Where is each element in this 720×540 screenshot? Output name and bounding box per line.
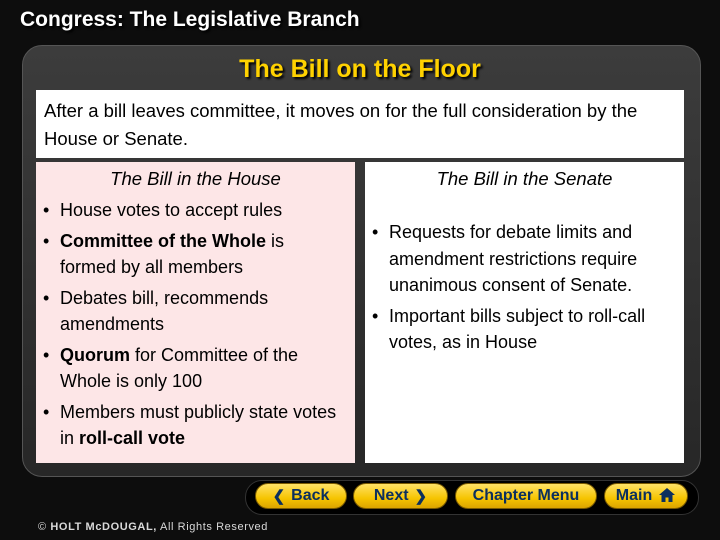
next-button-label: Next	[373, 487, 409, 504]
slide-title: The Bill on the Floor	[239, 55, 481, 83]
main-button[interactable]	[604, 483, 688, 509]
intro-text: After a bill leaves committee, it moves on for the full consideration by the House or Senate.	[44, 100, 638, 149]
house-list	[36, 197, 341, 456]
senate-panel	[365, 162, 684, 463]
intro-box	[36, 90, 684, 158]
main-button-label: Main	[615, 487, 653, 504]
senate-item: • Requests for debate limits and amendment restrictions require unanimous consent of Senate.	[365, 219, 677, 299]
chevron-left-icon: ❮	[272, 487, 286, 505]
house-item: • Quorum for Committee of the Whole is only 100	[36, 342, 341, 395]
senate-heading: The Bill in the Senate	[436, 168, 613, 189]
home-icon	[658, 487, 676, 506]
house-item: • Debates bill, recommends amendments	[36, 285, 341, 338]
back-button[interactable]	[255, 483, 347, 509]
senate-item: • Important bills subject to roll-call votes, as in House	[365, 303, 677, 356]
chevron-right-icon: ❯	[414, 487, 428, 505]
page-header-title: Congress: The Legislative Branch	[20, 8, 360, 31]
copyright-symbol: ©	[38, 521, 47, 533]
back-button-label: Back	[291, 487, 330, 504]
chapter-menu-button[interactable]	[455, 483, 597, 509]
house-heading: The Bill in the House	[110, 168, 281, 189]
house-item: • Committee of the Whole is formed by all members	[36, 228, 341, 281]
chapter-menu-button-label: Chapter Menu	[472, 487, 580, 504]
house-item: • Members must publicly state votes in roll-call vote	[36, 399, 341, 452]
next-button[interactable]	[353, 483, 448, 509]
house-item: • House votes to accept rules	[36, 197, 341, 224]
senate-list	[365, 219, 677, 360]
house-panel	[36, 162, 355, 463]
footer-copyright	[38, 521, 268, 533]
rights-text: All Rights Reserved	[156, 521, 268, 533]
publisher-name: HOLT McDOUGAL,	[50, 521, 157, 533]
